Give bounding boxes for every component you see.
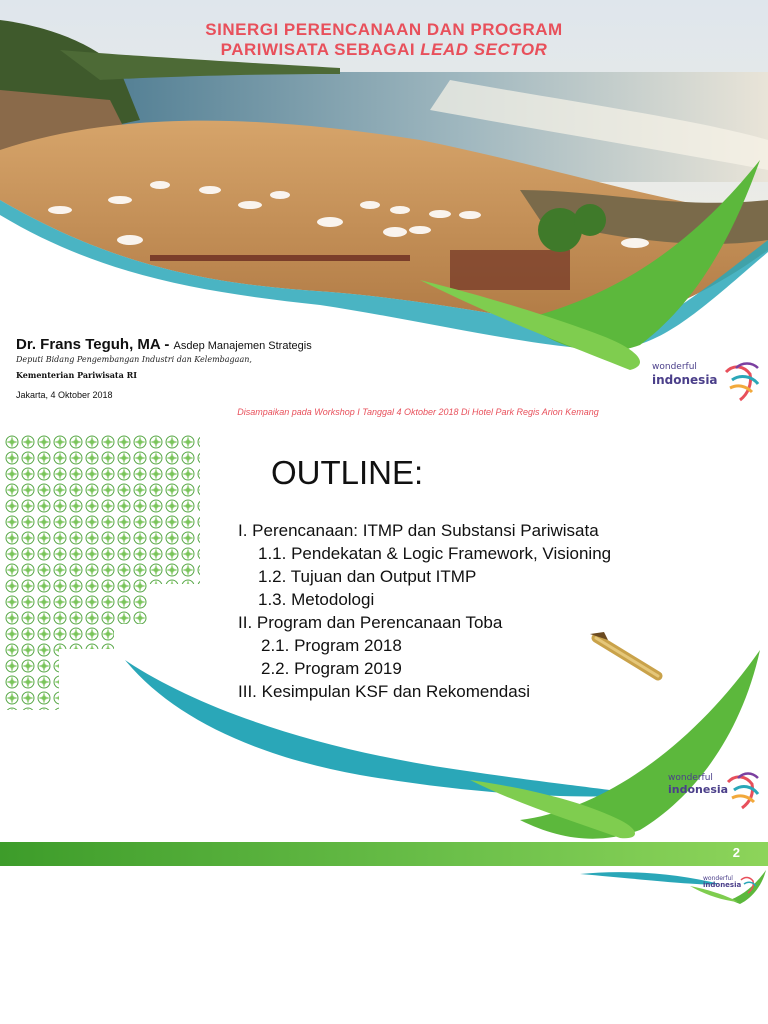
wonderful-indonesia-logo bbox=[668, 770, 764, 810]
logo-small-text: wonderful bbox=[668, 773, 713, 783]
swoosh-decoration bbox=[0, 630, 768, 860]
deputy-text: Deputi Bidang Pengembangan Industri dan Kelembagaan, bbox=[16, 355, 252, 364]
outline-item-1-1: 1.1. Pendekatan & Logic Framework, Visioning bbox=[258, 544, 612, 563]
garuda-emblem-icon bbox=[739, 874, 759, 894]
page-number: 2 bbox=[732, 845, 740, 860]
title-emphasis: LEAD SECTOR bbox=[420, 40, 548, 59]
outline-item-2-2: 2.2. Program 2019 bbox=[261, 659, 402, 678]
author-line bbox=[16, 336, 312, 353]
garuda-emblem-icon bbox=[724, 770, 762, 810]
logo-big-text: indonesia bbox=[703, 881, 742, 889]
outline-heading: OUTLINE: bbox=[271, 454, 424, 491]
outline-item-1-3: 1.3. Metodologi bbox=[258, 590, 375, 609]
outline-item-3: III. Kesimpulan KSF dan Rekomendasi bbox=[238, 682, 530, 701]
title-line-1: SINERGI PERENCANAAN DAN PROGRAM bbox=[205, 20, 563, 39]
garuda-emblem-icon bbox=[722, 360, 762, 404]
footer-logo bbox=[703, 874, 763, 894]
outline-item-1: I. Perencanaan: ITMP dan Substansi Pariwisata bbox=[238, 521, 599, 540]
author-role: Asdep Manajemen Strategis bbox=[173, 340, 312, 352]
cover-slide bbox=[0, 0, 768, 430]
logo-small-text: wonderful bbox=[652, 362, 697, 372]
outline-item-2: II. Program dan Perencanaan Toba bbox=[238, 613, 503, 632]
delivered-note: Disampaikan pada Workshop I Tanggal 4 Oktober 2018 Di Hotel Park Regis Arion Kemang bbox=[237, 407, 599, 417]
ministry-text: Kementerian Pariwisata RI bbox=[16, 370, 137, 380]
outline-item-1-2: 1.2. Tujuan dan Output ITMP bbox=[258, 567, 477, 586]
title-prefix: PARIWISATA SEBAGAI bbox=[220, 40, 421, 59]
author-name: Dr. Frans Teguh, MA - bbox=[16, 336, 174, 353]
place-date: Jakarta, 4 Oktober 2018 bbox=[16, 390, 113, 400]
outline-slide bbox=[0, 430, 768, 1024]
wonderful-indonesia-logo bbox=[652, 360, 762, 404]
title-line-2 bbox=[0, 40, 768, 60]
footer-bar bbox=[0, 842, 768, 866]
logo-small-text: wonderful bbox=[703, 875, 733, 882]
logo-big-text: indonesia bbox=[668, 783, 729, 796]
logo-big-text: indonesia bbox=[652, 373, 718, 387]
outline-item-2-1: 2.1. Program 2018 bbox=[261, 636, 402, 655]
